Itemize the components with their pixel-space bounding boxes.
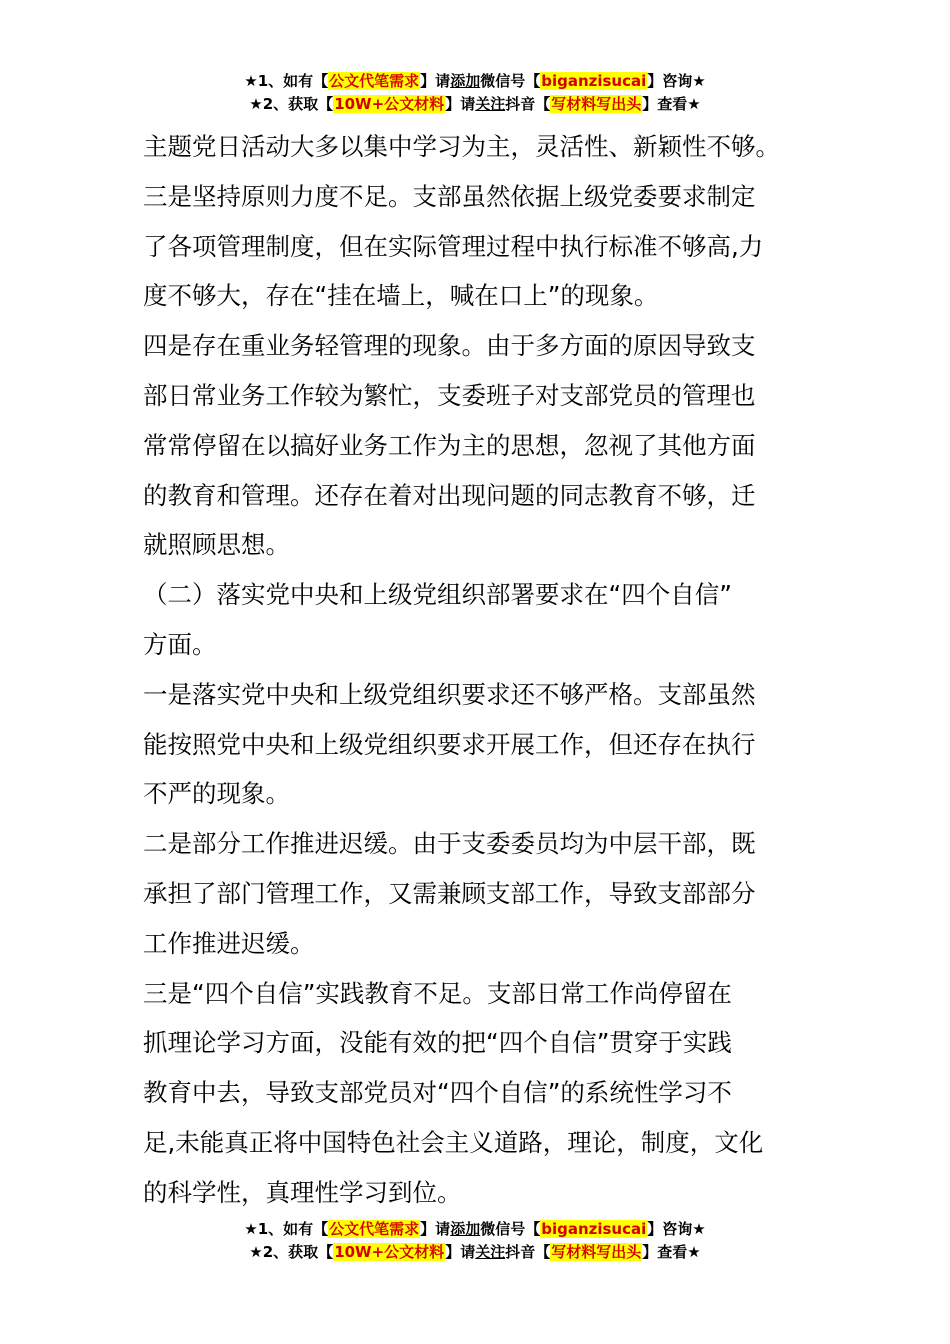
promo-highlight: 公文代笔需求	[329, 1220, 420, 1238]
text-line: 教育中去，导致支部党员对“四个自信”的系统性学习不	[143, 1078, 732, 1108]
text-line: 三是“四个自信”实践教育不足。支部日常工作尚停留在	[143, 978, 732, 1008]
promo-line-2: ★2、获取【10W+公文材料】请关注抖音【写材料写出头】查看★	[249, 95, 701, 113]
text-line: 度不够大，存在“挂在墙上，喊在口上”的现象。	[143, 281, 659, 311]
promo-line-1: ★1、如有【公文代笔需求】请添加微信号【biganzisucai】咨询★	[244, 1220, 706, 1238]
text-line: 足,未能真正将中国特色社会主义道路，理论，制度，文化	[143, 1127, 764, 1157]
promo-line-2: ★2、获取【10W+公文材料】请关注抖音【写材料写出头】查看★	[249, 1243, 701, 1261]
douyin-id-highlight: 写材料写出头	[551, 1243, 642, 1261]
promo-highlight: 10W+公文材料	[334, 1243, 445, 1261]
text-line: 承担了部门管理工作，又需兼顾支部工作，导致支部部分	[143, 878, 756, 908]
top-promo-banner	[0, 70, 950, 116]
text-line: 主题党日活动大多以集中学习为主，灵活性、新颖性不够。	[143, 132, 780, 161]
text-line: 的教育和管理。还存在着对出现问题的同志教育不够，迁	[143, 480, 756, 510]
promo-line-1: ★1、如有【公文代笔需求】请添加微信号【biganzisucai】咨询★	[244, 72, 706, 90]
douyin-id-highlight: 写材料写出头	[551, 95, 642, 113]
wechat-id-highlight: biganzisucai	[541, 1220, 647, 1238]
text-line: 二是部分工作推进迟缓。由于支委委员均为中层干部，既	[143, 829, 756, 859]
promo-highlight: 10W+公文材料	[334, 95, 445, 113]
text-line: 一是落实党中央和上级党组织要求还不够严格。支部虽然	[143, 679, 756, 709]
text-line: 能按照党中央和上级党组织要求开展工作，但还存在执行	[143, 729, 756, 759]
document-body	[143, 122, 813, 1218]
text-line: 抓理论学习方面，没能有效的把“四个自信”贯穿于实践	[143, 1028, 732, 1058]
text-line: 方面。	[143, 629, 217, 659]
text-line: 不严的现象。	[143, 779, 290, 809]
text-line: 常常停留在以搞好业务工作为主的思想，忽视了其他方面	[143, 430, 756, 460]
text-line: 就照顾思想。	[143, 530, 290, 560]
text-line: 三是坚持原则力度不足。支部虽然依据上级党委要求制定	[143, 181, 756, 211]
text-line: （二）落实党中央和上级党组织部署要求在“四个自信”	[143, 580, 732, 610]
text-line: 了各项管理制度，但在实际管理过程中执行标准不够高,力	[143, 231, 764, 261]
text-line: 的科学性，真理性学习到位。	[143, 1177, 462, 1207]
promo-highlight: 公文代笔需求	[329, 72, 420, 90]
bottom-promo-banner	[0, 1218, 950, 1264]
wechat-id-highlight: biganzisucai	[541, 72, 647, 90]
text-line: 工作推进迟缓。	[143, 928, 315, 958]
text-line: 部日常业务工作较为繁忙，支委班子对支部党员的管理也	[143, 380, 756, 410]
text-line: 四是存在重业务轻管理的现象。由于多方面的原因导致支	[143, 331, 756, 361]
